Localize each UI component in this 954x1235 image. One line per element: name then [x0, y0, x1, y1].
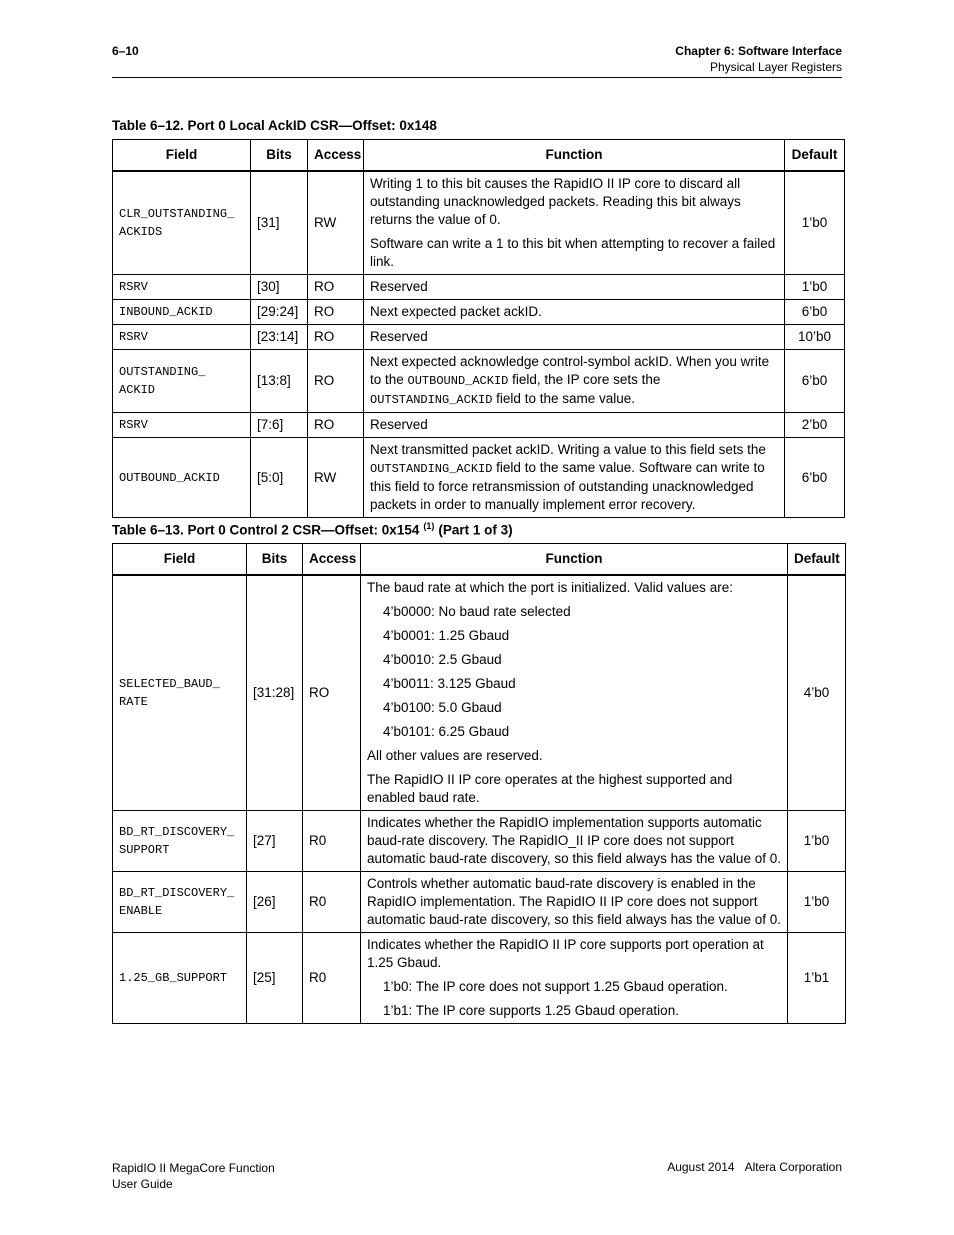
default: 1’b0: [785, 275, 845, 300]
default: 10’b0: [785, 325, 845, 350]
field-name: RSRV: [113, 413, 251, 438]
access: R0: [303, 872, 361, 933]
default: 2’b0: [785, 413, 845, 438]
function: [364, 171, 785, 275]
table1: [112, 139, 845, 518]
function-text: The RapidIO II IP core operates at the highest supported and enabled baud rate.: [367, 772, 733, 805]
footer-doc-title: RapidIO II MegaCore Function: [112, 1161, 275, 1175]
default: 6’b0: [785, 300, 845, 325]
table2-caption: [112, 521, 513, 538]
running-header: [675, 43, 842, 75]
access: RO: [308, 275, 364, 300]
table-row: [113, 438, 845, 518]
footer-doc-subtitle: User Guide: [112, 1177, 173, 1191]
field-name: BD_RT_DISCOVERY_ ENABLE: [113, 872, 247, 933]
function-text: Next expected acknowledge control-symbol ackID. When you write to the: [370, 354, 770, 387]
table-row: [113, 325, 845, 350]
field-name: RSRV: [113, 275, 251, 300]
field-name: CLR_OUTSTANDING_ ACKIDS: [113, 171, 251, 275]
code-ref: OUTBOUND_ACKID: [407, 374, 509, 388]
field-name: SELECTED_BAUD_ RATE: [113, 575, 247, 811]
default: 6’b0: [785, 350, 845, 413]
col-header-access: Access: [308, 140, 364, 172]
function-text: Software can write a 1 to this bit when attempting to recover a failed link.: [370, 236, 776, 269]
table1-header-row: [113, 140, 845, 172]
function: [361, 933, 788, 1024]
value-item: 1’b0: The IP core does not support 1.25 Gbaud operation.: [383, 979, 728, 994]
col-header-function: Function: [361, 544, 788, 576]
bits: [13:8]: [251, 350, 308, 413]
header-rule: [112, 77, 842, 78]
field-name: RSRV: [113, 325, 251, 350]
default: 1’b0: [788, 872, 846, 933]
table-row: [113, 933, 846, 1024]
access: RO: [308, 325, 364, 350]
code-ref: OUTSTANDING_ACKID: [370, 462, 493, 476]
bits: [27]: [247, 811, 303, 872]
default: 1’b1: [788, 933, 846, 1024]
access: RO: [308, 350, 364, 413]
footer-right: [667, 1160, 842, 1174]
col-header-access: Access: [303, 544, 361, 576]
col-header-bits: Bits: [251, 140, 308, 172]
bits: [31:28]: [247, 575, 303, 811]
footer-left: [112, 1160, 275, 1192]
bits: [7:6]: [251, 413, 308, 438]
table-row: [113, 300, 845, 325]
function-text: field, the IP core sets the: [508, 372, 661, 387]
field-name: BD_RT_DISCOVERY_ SUPPORT: [113, 811, 247, 872]
field-name: 1.25_GB_SUPPORT: [113, 933, 247, 1024]
footnote-ref[interactable]: (1): [423, 521, 435, 531]
bits: [26]: [247, 872, 303, 933]
field-name: INBOUND_ACKID: [113, 300, 251, 325]
default: 6’b0: [785, 438, 845, 518]
function: [364, 350, 785, 413]
table2: [112, 543, 846, 1024]
footer-company: Altera Corporation: [744, 1160, 842, 1174]
function: [361, 575, 788, 811]
table-row: [113, 811, 846, 872]
function: Reserved: [364, 275, 785, 300]
access: R0: [303, 933, 361, 1024]
table-row: [113, 171, 845, 275]
default: 1’b0: [788, 811, 846, 872]
bits: [5:0]: [251, 438, 308, 518]
function-text: field to the same value.: [492, 391, 636, 406]
section-title: Physical Layer Registers: [709, 60, 842, 74]
page-number: 6–10: [112, 44, 139, 58]
table-row: [113, 275, 845, 300]
bits: [25]: [247, 933, 303, 1024]
function: Controls whether automatic baud-rate discovery is enabled in the RapidIO implementation. The RapidIO II IP core does not support automatic baud-rate discovery, so this field always has the value of 0.: [361, 872, 788, 933]
chapter-title: Chapter 6: Software Interface: [675, 44, 842, 58]
function-text: Next transmitted packet ackID. Writing a value to this field sets the: [370, 442, 766, 457]
value-item: 4’b0001: 1.25 Gbaud: [383, 628, 510, 643]
code-ref: OUTSTANDING_ACKID: [370, 393, 493, 407]
function-text: The baud rate at which the port is initialized. Valid values are:: [367, 580, 733, 595]
function: Reserved: [364, 413, 785, 438]
value-item: 4’b0010: 2.5 Gbaud: [383, 652, 502, 667]
value-item: 4’b0100: 5.0 Gbaud: [383, 700, 502, 715]
access: RW: [308, 171, 364, 275]
function: [364, 438, 785, 518]
function-text: All other values are reserved.: [367, 748, 543, 763]
bits: [31]: [251, 171, 308, 275]
col-header-default: Default: [785, 140, 845, 172]
access: RO: [303, 575, 361, 811]
value-item: 4’b0011: 3.125 Gbaud: [383, 676, 516, 691]
col-header-function: Function: [364, 140, 785, 172]
default: 1’b0: [785, 171, 845, 275]
table2-header-row: [113, 544, 846, 576]
access: RW: [308, 438, 364, 518]
table-row: [113, 575, 846, 811]
col-header-field: Field: [113, 544, 247, 576]
function: Indicates whether the RapidIO implementation supports automatic baud-rate discovery. The RapidIO_II IP core does not support automatic baud-rate discovery, so this field always has the value of 0.: [361, 811, 788, 872]
value-item: 1’b1: The IP core supports 1.25 Gbaud operation.: [383, 1003, 679, 1018]
field-name: OUTBOUND_ACKID: [113, 438, 251, 518]
function-text: Writing 1 to this bit causes the RapidIO II IP core to discard all outstanding unacknowledged packets. Reading this bit always returns the value of 0.: [370, 176, 741, 227]
footer-date: August 2014: [667, 1160, 735, 1174]
function-text: field to the same value. Software can write to this field to force retransmission of outstanding unacknowledged packets in order to manually implement error recovery.: [370, 460, 765, 512]
col-header-field: Field: [113, 140, 251, 172]
table2-caption-part: (Part 1 of 3): [438, 522, 513, 538]
access: RO: [308, 300, 364, 325]
table-row: [113, 413, 845, 438]
col-header-bits: Bits: [247, 544, 303, 576]
value-item: 4’b0000: No baud rate selected: [383, 604, 571, 619]
table-row: [113, 872, 846, 933]
table2-caption-title: Table 6–13. Port 0 Control 2 CSR—Offset: 0x154: [112, 522, 420, 538]
table1-caption: Table 6–12. Port 0 Local AckID CSR—Offset: 0x148: [112, 118, 437, 133]
function: Reserved: [364, 325, 785, 350]
access: RO: [308, 413, 364, 438]
function-text: Indicates whether the RapidIO II IP core supports port operation at 1.25 Gbaud.: [367, 937, 764, 970]
table-row: [113, 350, 845, 413]
access: R0: [303, 811, 361, 872]
field-name: OUTSTANDING_ ACKID: [113, 350, 251, 413]
default: 4’b0: [788, 575, 846, 811]
col-header-default: Default: [788, 544, 846, 576]
bits: [30]: [251, 275, 308, 300]
function: Next expected packet ackID.: [364, 300, 785, 325]
bits: [23:14]: [251, 325, 308, 350]
value-item: 4’b0101: 6.25 Gbaud: [383, 724, 510, 739]
bits: [29:24]: [251, 300, 308, 325]
